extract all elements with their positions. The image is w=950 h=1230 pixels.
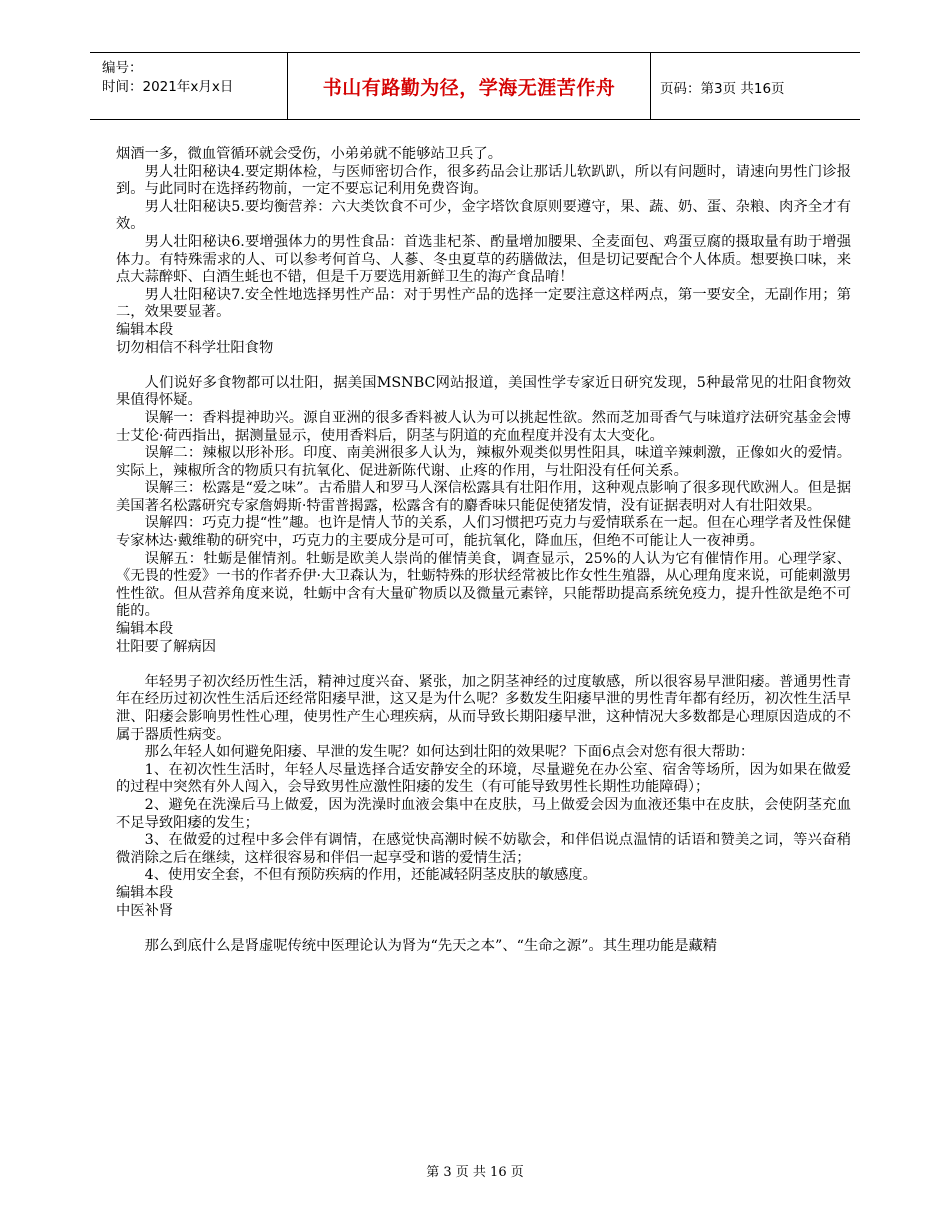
paragraph: 1、在初次性生活时，年轻人尽量选择合适安静安全的环境，尽量避免在办公室、宿舍等场所，因为如果在做爱的过程中突然有外人闯入，会导致男性应激性阳痿的发生（有可能导致男性长期性功能障碍）； [116, 761, 851, 796]
page-footer: 第 3 页 共 16 页 [426, 1165, 524, 1180]
paragraph: 中医补肾 [116, 902, 174, 919]
paragraph: 人们说好多食物都可以壮阳，据美国MSNBC网站报道，美国性学专家近日研究发现，5种最常见的壮阳食物效果值得怀疑。 [116, 374, 851, 409]
paragraph: 男人壮阳秘诀6.要增强体力的男性食品：首选韭杞茶、酌量增加腰果、全麦面包、鸡蛋豆腐的摄取量有助于增强体力。有特殊需求的人、可以参考何首乌、人蔘、冬虫夏草的药膳做法，但是切记要配合个人体质。想要换口味，来点大蒜醉虾、白酒生蚝也不错，但是千万要选用新鲜卫生的海产食品唷！ [116, 233, 851, 286]
paragraph: 4、使用安全套，不但有预防疾病的作用，还能减轻阴茎皮肤的敏感度。 [144, 867, 597, 884]
edit-section-label: 编辑本段 [116, 621, 174, 638]
paragraph: 切勿相信不科学壮阳食物 [116, 339, 274, 356]
header-meta [102, 59, 233, 97]
document-body [116, 146, 851, 955]
paragraph: 误解五：牡蛎是催情剂。牡蛎是欧美人崇尚的催情美食，调查显示，25%的人认为它有催情作用。心理学家、《无畏的性爱》一书的作者乔伊·大卫森认为，牡蛎特殊的形状经常被比作女性生殖器，从心理角度来说，可能刺激男性性欲。但从营养角度来说，牡蛎中含有大量矿物质以及微量元素锌，只能帮助提高系统免疫力，提升性欲是绝不可能的。 [116, 550, 851, 620]
header-page-label: 页码：第3页 共16页 [660, 81, 785, 97]
paragraph: 那么年轻人如何避免阳痿、早泄的发生呢？如何达到壮阳的效果呢？下面6点会对您有很大帮助： [144, 744, 755, 761]
paragraph: 壮阳要了解病因 [116, 638, 217, 655]
edit-section-label: 编辑本段 [116, 884, 174, 901]
paragraph: 2、避免在洗澡后马上做爱，因为洗澡时血液会集中在皮肤，马上做爱会因为血液还集中在皮肤，会使阴茎充血不足导致阳痿的发生； [116, 796, 851, 831]
edit-section-label: 编辑本段 [116, 321, 174, 338]
paragraph: 男人壮阳秘诀7.安全性地选择男性产品：对于男性产品的选择一定要注意这样两点，第一要安全，无副作用；第二，效果要显著。 [116, 286, 851, 321]
paragraph: 3、在做爱的过程中多会伴有调情，在感觉快高潮时候不妨歇会，和伴侣说点温情的话语和赞美之词，等兴奋稍微消除之后在继续，这样很容易和伴侣一起享受和谐的爱情生活； [116, 832, 851, 866]
header-motto: 书山有路勤为径，学海无涯苦作舟 [287, 53, 651, 119]
number-label: 编号： [102, 60, 143, 76]
paragraph: 误解一：香料提神助兴。源自亚洲的很多香料被人认为可以挑起性欲。然而芝加哥香气与味道疗法研究基金会博士艾伦·荷西指出，据测量显示，使用香料后，阴茎与阴道的充血程度并没有太大变化。 [116, 409, 851, 444]
paragraph: 误解三：松露是“爱之味”。古希腊人和罗马人深信松露具有壮阳作用，这种观点影响了很多现代欧洲人。但是据美国著名松露研究专家詹姆斯·特雷普揭露，松露含有的麝香味只能促使猪发情，没有证据表明对人有壮阳效果。 [116, 480, 851, 514]
paragraph: 男人壮阳秘诀4.要定期体检，与医师密切合作，很多药品会让那话儿软趴趴，所以有问题时，请速向男性门诊报到。与此同时在选择药物前，一定不要忘记利用免费咨询。 [116, 163, 851, 198]
paragraph: 误解四：巧克力提“性”趣。也许是情人节的关系，人们习惯把巧克力与爱情联系在一起。但在心理学者及性保健专家林达·戴维勒的研究中，巧克力的主要成分是可可，能抗氧化，降血压，但绝不可能让人一夜神勇。 [116, 515, 851, 550]
page-header [90, 52, 860, 120]
paragraph: 烟酒一多，微血管循环就会受伤，小弟弟就不能够站卫兵了。 [116, 146, 503, 162]
paragraph: 年轻男子初次经历性生活，精神过度兴奋、紧张，加之阴茎神经的过度敏感，所以很容易早泄阳痿。普通男性青年在经历过初次性生活后还经常阳痿早泄，这又是为什么呢？多数发生阳痿早泄的男性青年都有经历，初次性生活早泄、阳痿会影响男性性心理，使男性产生心理疾病，从而导致长期阳痿早泄，这种情况大多数都是心理原因造成的不属于器质性病变。 [116, 673, 851, 743]
time-label: 时间：2021年x月x日 [102, 79, 234, 95]
paragraph: 那么到底什么是肾虚呢传统中医理论认为肾为“先天之本”、“生命之源”。其生理功能是藏精 [144, 937, 718, 954]
paragraph: 误解二：辣椒以形补形。印度、南美洲很多人认为，辣椒外观类似男性阳具，味道辛辣刺激，正像如火的爱情。实际上，辣椒所含的物质只有抗氧化、促进新陈代谢、止疼的作用，与壮阳没有任何关系。 [116, 445, 851, 479]
paragraph: 男人壮阳秘诀5.要均衡营养：六大类饮食不可少，金字塔饮食原则要遵守，果、蔬、奶、蛋、杂粮、肉齐全才有效。 [116, 198, 851, 233]
